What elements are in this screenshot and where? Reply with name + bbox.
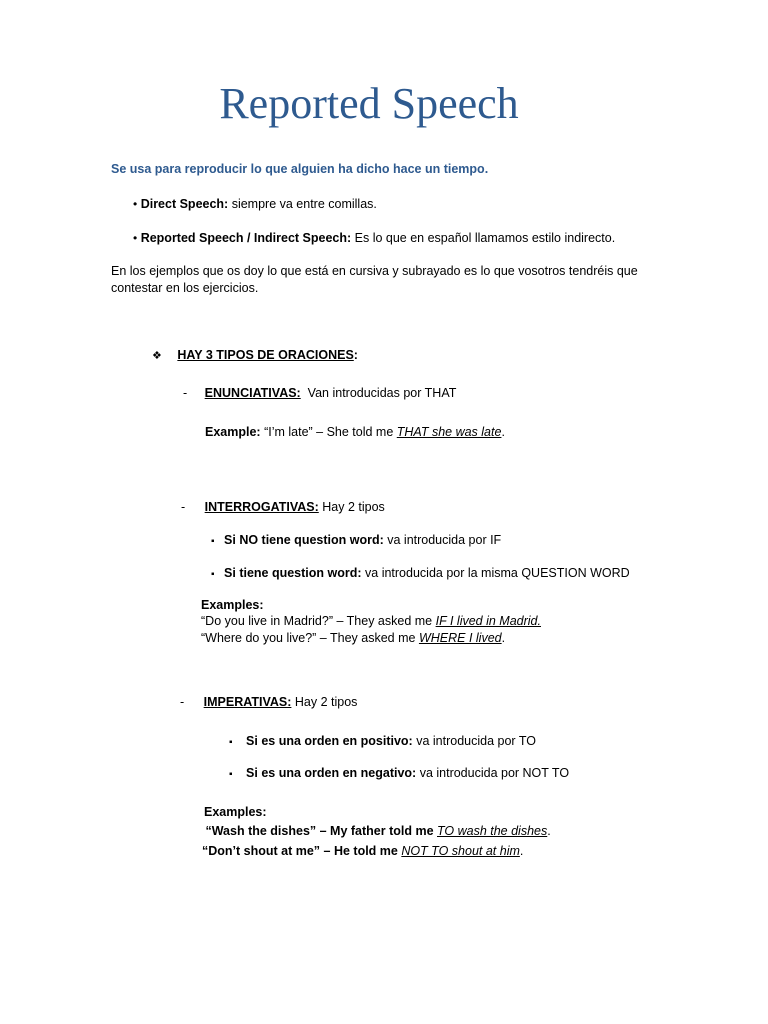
interrogativas-example-2 bbox=[201, 630, 505, 647]
example-answer: TO wash the dishes bbox=[437, 824, 548, 838]
enunciativas-example bbox=[205, 424, 505, 441]
subtitle: Se usa para reproducir lo que alguien ha dicho hace un tiempo. bbox=[111, 162, 489, 176]
rule-label: Si NO tiene question word: bbox=[224, 533, 384, 547]
bullet-dot-icon: • bbox=[133, 197, 138, 211]
example-answer: NOT TO shout at him bbox=[401, 844, 520, 858]
example-text: “Do you live in Madrid?” – They asked me bbox=[201, 614, 436, 628]
imperativas-examples-label bbox=[204, 804, 267, 821]
rule-text: va introducida por la misma QUESTION WORD bbox=[361, 566, 630, 580]
interrogativas-heading bbox=[181, 499, 385, 516]
example-answer: WHERE I lived bbox=[418, 631, 502, 645]
square-bullet-icon: ▪ bbox=[229, 769, 233, 780]
interrogativas-example-1 bbox=[201, 613, 541, 630]
bullet-item-reported-speech bbox=[133, 230, 615, 247]
example-text: “Where do you live?” – They asked me bbox=[201, 631, 419, 645]
enunciativas-desc: Van introducidas por THAT bbox=[300, 386, 457, 400]
bullet-text: siempre va entre comillas. bbox=[228, 197, 377, 211]
interrogativas-desc: Hay 2 tipos bbox=[318, 500, 385, 514]
intro-paragraph: En los ejemplos que os doy lo que está en cursiva y subrayado es lo que vosotros tendréis que contestar en los ejercicios. bbox=[111, 264, 638, 295]
square-bullet-icon: ▪ bbox=[211, 536, 215, 547]
example-answer: THAT she was late bbox=[396, 425, 502, 439]
example-end: . bbox=[519, 844, 524, 858]
enunciativas-label: ENUNCIATIVAS: bbox=[204, 386, 301, 400]
rule-label: Si es una orden en negativo: bbox=[246, 766, 417, 780]
example-end: . bbox=[501, 631, 506, 645]
page-title: Reported Speech bbox=[219, 79, 519, 128]
interrogativas-rule-1 bbox=[211, 532, 501, 550]
diamond-bullet-icon: ❖ bbox=[152, 350, 162, 362]
bullet-text: Es lo que en español llamamos estilo indirecto. bbox=[351, 231, 616, 245]
bullet-dot-icon: • bbox=[133, 231, 138, 245]
example-text: “Don’t shout at me” – He told me bbox=[202, 844, 402, 858]
examples-label: Examples: bbox=[201, 598, 264, 612]
bullet-label: Reported Speech / Indirect Speech: bbox=[140, 231, 352, 245]
imperativas-example-1 bbox=[202, 823, 551, 840]
square-bullet-icon: ▪ bbox=[229, 737, 233, 748]
section-heading-text: HAY 3 TIPOS DE ORACIONES bbox=[177, 348, 354, 362]
section-heading bbox=[152, 347, 358, 365]
example-label: Example: bbox=[205, 425, 261, 439]
imperativas-rule-1 bbox=[229, 733, 536, 751]
example-end: . bbox=[501, 425, 505, 439]
example-answer: IF I lived in Madrid. bbox=[435, 614, 541, 628]
bullet-label: Direct Speech: bbox=[140, 197, 229, 211]
interrogativas-examples-label bbox=[201, 597, 264, 614]
imperativas-rule-2 bbox=[229, 765, 569, 783]
dash-marker: - bbox=[181, 500, 186, 514]
enunciativas-heading bbox=[183, 385, 456, 402]
square-bullet-icon: ▪ bbox=[211, 569, 215, 580]
rule-text: va introducida por TO bbox=[412, 734, 536, 748]
bullet-item-direct-speech bbox=[133, 196, 377, 213]
dash-marker: - bbox=[180, 695, 185, 709]
example-end: . bbox=[547, 824, 551, 838]
interrogativas-label: INTERROGATIVAS: bbox=[204, 500, 319, 514]
imperativas-desc: Hay 2 tipos bbox=[291, 695, 358, 709]
rule-label: Si es una orden en positivo: bbox=[246, 734, 413, 748]
rule-text: va introducida por NOT TO bbox=[416, 766, 570, 780]
imperativas-label: IMPERATIVAS: bbox=[203, 695, 292, 709]
example-text: “Wash the dishes” – My father told me bbox=[202, 824, 437, 838]
examples-label: Examples: bbox=[204, 805, 267, 819]
imperativas-example-2 bbox=[202, 843, 523, 860]
dash-marker: - bbox=[183, 386, 188, 400]
rule-label: Si tiene question word: bbox=[224, 566, 362, 580]
imperativas-heading bbox=[180, 694, 357, 711]
interrogativas-rule-2 bbox=[211, 565, 630, 583]
rule-text: va introducida por IF bbox=[383, 533, 502, 547]
example-text: “I’m late” – She told me bbox=[260, 425, 397, 439]
section-heading-colon: : bbox=[353, 348, 358, 362]
